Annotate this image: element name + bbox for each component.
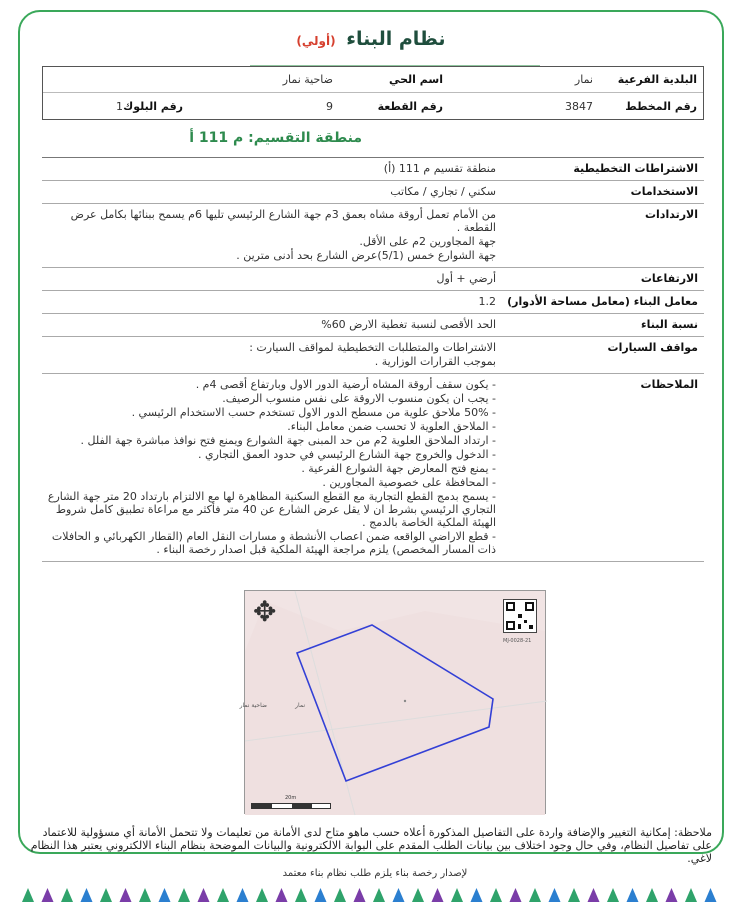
qr-label: 21-MJ-0028 (503, 638, 532, 644)
border-triangle (22, 888, 34, 902)
requirement-line: 1.2 (478, 295, 496, 308)
requirement-value (42, 374, 504, 561)
map-label-district: ضاحية نمار (239, 702, 267, 709)
requirement-line: أرضي + أول (436, 272, 496, 285)
plot-label: رقم القطعة (377, 99, 443, 113)
qr-pattern (504, 600, 536, 632)
block-value: 1 (116, 99, 123, 113)
info-table (42, 66, 704, 120)
border-triangle (373, 888, 385, 902)
border-triangle (334, 888, 346, 902)
info-row-1 (43, 67, 703, 93)
requirement-line: - المحافظة على خصوصية المجاورين . (322, 476, 496, 489)
decorative-border (22, 888, 728, 902)
district-label: اسم الحي (388, 73, 443, 86)
requirement-line: الحد الأقصى لنسبة تغطية الارض 60% (321, 318, 496, 331)
info-row-2 (43, 93, 703, 119)
border-triangle (42, 888, 54, 902)
border-triangle (139, 888, 151, 902)
page-title (296, 28, 445, 50)
border-triangle (178, 888, 190, 902)
plan-label: رقم المخطط (625, 99, 697, 113)
requirement-row (42, 181, 704, 204)
requirement-line: - 50% ملاحق علوية من مسطح الدور الاول تستخدم حسب الاستخدام الرئيسي . (131, 406, 496, 419)
requirement-row (42, 268, 704, 291)
parcel-map (239, 591, 547, 815)
requirement-value (42, 181, 504, 203)
map-label-street: نمار (295, 702, 305, 709)
requirement-label: معامل البناء (معامل مساحة الأدوار) (507, 295, 698, 308)
border-triangle (685, 888, 697, 902)
map-background-shape (245, 601, 545, 815)
requirement-line: جهة المجاورين 2م على الأقل. (359, 235, 496, 248)
requirement-label: مواقف السيارات (607, 341, 698, 354)
border-triangle (510, 888, 522, 902)
parcel-centroid (404, 700, 406, 702)
scale-label: 20m (285, 795, 297, 801)
requirement-row (42, 374, 704, 562)
requirement-label: الارتدادات (644, 208, 698, 221)
plot-value: 9 (326, 99, 333, 113)
border-triangle (646, 888, 658, 902)
bottom-note: لإصدار رخصة بناء يلزم طلب نظام بناء معتمد (282, 868, 468, 879)
border-triangle (159, 888, 171, 902)
border-triangle (588, 888, 600, 902)
border-triangle (432, 888, 444, 902)
requirement-label: الاشتراطات التخطيطية (573, 162, 698, 175)
border-triangle (490, 888, 502, 902)
requirement-label: الملاحظات (640, 378, 698, 391)
requirement-line: جهة الشوارع خمس (5/1)عرض الشارع بحد أدنى مترين . (236, 249, 496, 262)
border-triangle (393, 888, 405, 902)
border-triangle (295, 888, 307, 902)
requirement-row (42, 337, 704, 374)
requirement-value (42, 158, 504, 180)
border-triangle (100, 888, 112, 902)
border-triangle (666, 888, 678, 902)
border-triangle (549, 888, 561, 902)
compass-icon: ✥ (253, 595, 277, 628)
requirement-line: - الدخول والخروج جهة الشارع الرئيسي في حدود العمق التجاري . (197, 448, 496, 461)
district-value: ضاحية نمار (282, 73, 333, 86)
requirement-value (42, 268, 504, 290)
requirement-label: الاستخدامات (630, 185, 698, 198)
footnote: ملاحظة: إمكانية التغيير والإضافة واردة على التفاصيل المذكورة أعلاه حسب ماهو متاح لدى الأمانة من تعليمات ولا تتحمل الأمانة أي مسؤولية للاعتماد على تفاصيل النظام، وفي حال وجود اختلاف بين بيانات الطلب المقدم على البوابة الالكترونية والبيانات الموضحة بنظام البناء الالكتروني يعتبر هذا النظام لاغي. (30, 826, 712, 865)
requirement-label: الارتفاعات (640, 272, 698, 285)
requirement-row (42, 314, 704, 337)
border-triangle (237, 888, 249, 902)
requirement-value (42, 204, 504, 267)
requirement-row (42, 291, 704, 314)
border-triangle (81, 888, 93, 902)
municipality-label: البلدية الفرعية (617, 73, 697, 86)
border-triangle (276, 888, 288, 902)
requirement-line: - الملاحق العلوية لا تحسب ضمن معامل البناء. (287, 420, 496, 433)
border-triangle (61, 888, 73, 902)
border-triangle (315, 888, 327, 902)
plan-value: 3847 (565, 99, 593, 113)
scale-bar (251, 803, 331, 809)
municipality-value: نمار (574, 73, 593, 86)
border-triangle (217, 888, 229, 902)
border-triangle (354, 888, 366, 902)
zone-title: منطقة التقسيم: م 111 أ (189, 130, 362, 146)
requirement-row (42, 204, 704, 268)
requirement-line: الاشتراطات والمتطلبات التخطيطية لمواقف السيارت : (249, 341, 496, 354)
border-triangle (198, 888, 210, 902)
requirement-line: - يسمح بدمج القطع التجارية مع القطع السكنية المظاهرة لها مع الالتزام بارتداد 20 متر جهة الشارع التجاري الرئيسي بشرط ان لا يقل عرض الشارع عن 40 متر فأكثر مع مراعاة تطبيق كامل شروط الهيئة الملكية الخاصة بالدمج . (47, 490, 496, 529)
requirement-line: - ارتداد الملاحق العلوية 2م من حد المبنى جهة الشوارع ويمنع فتح نوافذ مباشرة جهة الفلل . (80, 434, 496, 447)
requirement-line: - قطع الاراضي الواقعه ضمن اعصاب الأنشطة و مسارات النقل العام (القطار الكهربائي و الحافلات ذات المسار المخصص) يلزم مراجعة الهيئة الملكية قبل اصدار رخصة البناء . (51, 530, 496, 556)
title-text: نظام البناء (346, 28, 446, 50)
requirement-label: نسبة البناء (641, 318, 698, 331)
requirement-value (42, 291, 504, 313)
requirement-line: من الأمام تعمل أروقة مشاه بعمق 3م جهة الشارع الرئيسي تليها 6م يسمح ببنائها بكامل عرض القطعة . (70, 208, 496, 234)
title-wrap (20, 28, 722, 50)
requirement-line: - يجب ان يكون منسوب الاروقة على نفس منسوب الرصيف. (222, 392, 496, 405)
qr-code-icon (503, 599, 537, 633)
border-triangle (627, 888, 639, 902)
border-triangle (705, 888, 717, 902)
block-label: رقم البلوك (123, 99, 183, 113)
requirement-line: - يمنع فتح المعارض جهة الشوارع الفرعية . (301, 462, 496, 475)
border-triangle (471, 888, 483, 902)
requirement-value (42, 337, 504, 373)
border-triangle (451, 888, 463, 902)
border-triangle (412, 888, 424, 902)
document-frame (18, 10, 724, 854)
border-triangle (256, 888, 268, 902)
requirement-line: بموجب القرارات الوزارية . (374, 355, 496, 368)
map-box (239, 590, 546, 814)
requirements-table (42, 157, 704, 562)
requirement-value (42, 314, 504, 336)
requirement-row (42, 157, 704, 181)
border-triangle (568, 888, 580, 902)
title-tag: (أولي) (296, 34, 336, 48)
border-triangle (529, 888, 541, 902)
border-triangle (607, 888, 619, 902)
requirement-line: سكني / تجاري / مكاتب (390, 185, 496, 198)
requirement-line: منطقة تقسيم م 111 (أ) (383, 162, 496, 175)
requirement-line: - يكون سقف أروقة المشاه أرضية الدور الاول وبارتفاع أقصى 4م . (195, 378, 496, 391)
border-triangle (120, 888, 132, 902)
